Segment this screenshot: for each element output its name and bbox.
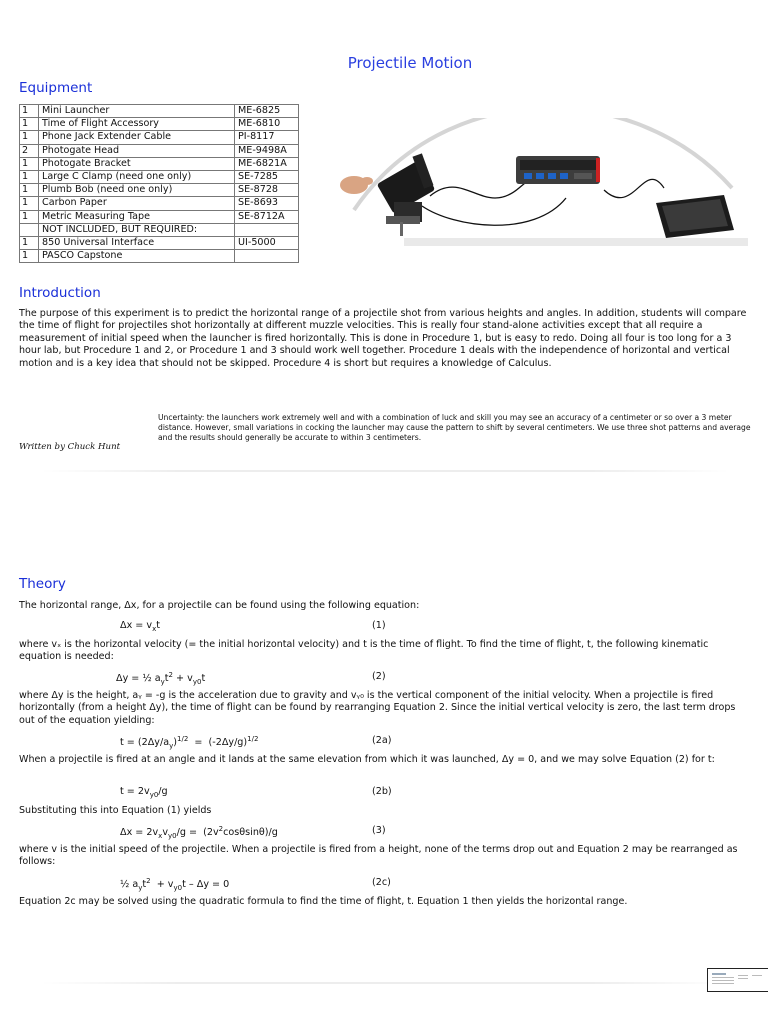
equation-3: $\Delta x = 2v_xv_{y0}/g = (2v^2\cos\theta\sin\theta)/g$ bbox=[120, 825, 278, 841]
equipment-item: Photogate Bracket bbox=[39, 157, 235, 170]
equipment-part-number: SE-8728 bbox=[235, 184, 299, 197]
equipment-qty: 1 bbox=[20, 236, 39, 249]
equipment-row bbox=[20, 236, 299, 249]
theory-paragraph: where vₓ is the horizontal velocity (= the initial horizontal velocity) and t is the time of flight. To find the time of flight, t, the following kinematic equation is needed: bbox=[19, 639, 709, 663]
theory-paragraph: Substituting this into Equation (1) yields bbox=[19, 805, 212, 816]
equipment-item: 850 Universal Interface bbox=[39, 236, 235, 249]
equipment-item: Large C Clamp (need one only) bbox=[39, 170, 235, 183]
equipment-row bbox=[20, 210, 299, 223]
theory-paragraph: Equation 2c may be solved using the quadratic formula to find the time of flight, t. Equation 1 then yields the horizontal range. bbox=[19, 896, 628, 907]
equipment-qty: 1 bbox=[20, 210, 39, 223]
equipment-qty: 1 bbox=[20, 131, 39, 144]
equipment-part-number: ME-9498A bbox=[235, 144, 299, 157]
equation-2c: ½ $a_yt^2 + v_{y0}t - \Delta y = 0$ bbox=[120, 877, 230, 893]
equipment-item: PASCO Capstone bbox=[39, 250, 235, 263]
theory-heading: Theory bbox=[19, 576, 66, 592]
equation-number: (1) bbox=[372, 620, 386, 631]
equipment-row bbox=[20, 105, 299, 118]
equipment-qty: 1 bbox=[20, 118, 39, 131]
theory-paragraph: where Δy is the height, aᵧ = -g is the acceleration due to gravity and vᵧ₀ is the vertical component of the initial velocity. When a projectile is fired horizontally (from a height Δy), the time of flight can be found by rearranging Equation 2. Since the initial vertical velocity is zero, the last term drops out of the equation yielding: bbox=[19, 690, 736, 726]
launcher bbox=[377, 153, 436, 236]
equipment-part-number: UI-5000 bbox=[235, 236, 299, 249]
equipment-row bbox=[20, 197, 299, 210]
uncertainty-note: Uncertainty: the launchers work extremely well and with a combination of luck and skill you may see an accuracy of a centimeter or so over a 3 meter distance. However, small variations in cocking the launcher may cause the pattern to shift by several centimeters. We use three shot patterns and average and the results should generally be accurate to within 3 centimeters. bbox=[158, 413, 751, 442]
equipment-qty: 2 bbox=[20, 144, 39, 157]
equipment-item: Time of Flight Accessory bbox=[39, 118, 235, 131]
theory-paragraph: The horizontal range, Δx, for a projectile can be found using the following equation: bbox=[19, 600, 420, 611]
equipment-row bbox=[20, 184, 299, 197]
equipment-part-number: ME-6810 bbox=[235, 118, 299, 131]
equation-number: (2b) bbox=[372, 786, 392, 797]
author-credit: Written by Chuck Hunt bbox=[19, 442, 121, 452]
equipment-row bbox=[20, 118, 299, 131]
equipment-qty: 1 bbox=[20, 170, 39, 183]
equipment-part-number: SE-8693 bbox=[235, 197, 299, 210]
tablet-display bbox=[656, 195, 734, 238]
page-title: Projectile Motion bbox=[347, 54, 473, 72]
equipment-row bbox=[20, 131, 299, 144]
equipment-heading: Equipment bbox=[19, 80, 93, 96]
equipment-qty: 1 bbox=[20, 105, 39, 118]
equipment-item: Mini Launcher bbox=[39, 105, 235, 118]
equipment-part-number: SE-7285 bbox=[235, 170, 299, 183]
introduction-heading: Introduction bbox=[19, 285, 101, 301]
equation-number: (2a) bbox=[372, 735, 392, 746]
equipment-row bbox=[20, 144, 299, 157]
equipment-part-number: ME-6821A bbox=[235, 157, 299, 170]
next-page-thumbnail[interactable] bbox=[707, 968, 768, 992]
equipment-part-number bbox=[235, 250, 299, 263]
equation-number: (2) bbox=[372, 671, 386, 682]
equipment-part-number: ME-6825 bbox=[235, 105, 299, 118]
equation-1: $\Delta x = v_xt$ bbox=[120, 620, 160, 633]
equipment-row bbox=[20, 157, 299, 170]
equipment-part-number: SE-8712A bbox=[235, 210, 299, 223]
equation-2b: $t = 2v_{y0}/g$ bbox=[120, 786, 168, 799]
introduction-paragraph: The purpose of this experiment is to predict the horizontal range of a projectile shot from various heights and angles. In addition, students will compare the time of flight for projectiles shot horizontally at different muzzle velocities. This is really four stand-alone activities except that all require a measurement of initial speed when the launcher is fired horizontally. This is done in Procedure 1, but is easy to redo. Doing all four is too long for a 3 hour lab, but Procedure 1 and 2, or Procedure 1 and 3 should work well together. Procedure 1 deals with the independence of horizontal and vertical motion and is a key idea that should not be skipped. Procedure 4 is short but requires a knowledge of Calculus. bbox=[19, 308, 747, 369]
equipment-qty: 1 bbox=[20, 184, 39, 197]
equipment-table bbox=[19, 104, 299, 263]
equipment-item: Phone Jack Extender Cable bbox=[39, 131, 235, 144]
equipment-item: Carbon Paper bbox=[39, 197, 235, 210]
theory-paragraph: where v is the initial speed of the projectile. When a projectile is fired from a height, none of the terms drop out and Equation 2 may be rearranged as follows: bbox=[19, 844, 738, 868]
equipment-qty: 1 bbox=[20, 157, 39, 170]
section-separator bbox=[40, 982, 730, 984]
theory-paragraph: When a projectile is fired at an angle and it lands at the same elevation from which it was launched, Δy = 0, and we may solve Equation (2) for t: bbox=[19, 754, 715, 765]
equipment-qty: 1 bbox=[20, 250, 39, 263]
equipment-row bbox=[20, 250, 299, 263]
equipment-item: NOT INCLUDED, BUT REQUIRED: bbox=[39, 223, 235, 236]
equation-2: Δy = ½ $a_yt^2 + v_{y0}t$ bbox=[116, 671, 206, 687]
equation-2a: $t = (2\Delta y/a_y)^{1/2} = (-2\Delta y/g)^{1/2}$ bbox=[120, 735, 259, 751]
equation-number: (3) bbox=[372, 825, 386, 836]
apparatus-photo bbox=[334, 118, 748, 256]
equipment-row bbox=[20, 223, 299, 236]
equation-number: (2c) bbox=[372, 877, 391, 888]
equipment-item: Plumb Bob (need one only) bbox=[39, 184, 235, 197]
equipment-row bbox=[20, 170, 299, 183]
equipment-item: Metric Measuring Tape bbox=[39, 210, 235, 223]
equipment-part-number bbox=[235, 223, 299, 236]
thumbnail-preview bbox=[708, 969, 768, 991]
equipment-part-number: PI-8117 bbox=[235, 131, 299, 144]
equipment-qty: 1 bbox=[20, 197, 39, 210]
equipment-item: Photogate Head bbox=[39, 144, 235, 157]
equipment-qty bbox=[20, 223, 39, 236]
interface-box bbox=[516, 156, 600, 184]
section-separator bbox=[40, 470, 730, 472]
